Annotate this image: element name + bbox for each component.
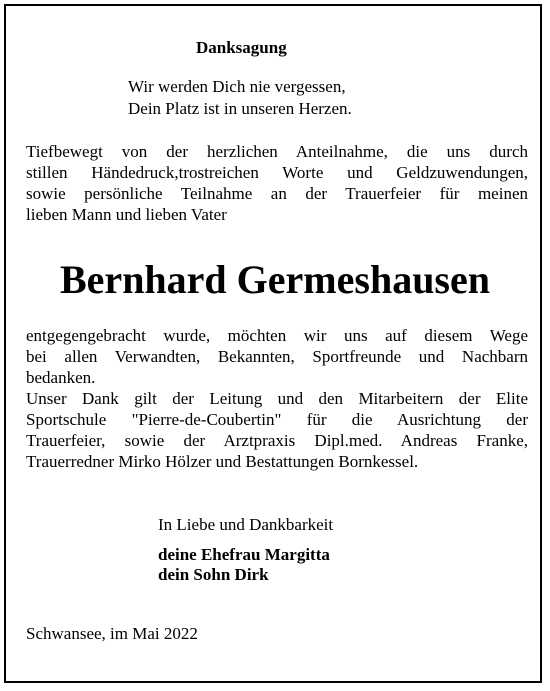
notice-heading: Danksagung (196, 38, 287, 57)
signers (158, 545, 330, 585)
deceased-name: Bernhard Germeshausen (60, 257, 490, 302)
verse-line: Dein Platz ist in unseren Herzen. (128, 99, 352, 118)
paragraph-line: entgegengebracht wurde, möchten wir uns auf diesem Wege (26, 326, 528, 345)
verse-line: Wir werden Dich nie vergessen, (128, 77, 346, 96)
paragraph-line: Sportschule "Pierre-de-Coubertin" für die Ausrichtung der (26, 410, 528, 429)
intro-paragraph (26, 141, 528, 225)
closing-phrase: In Liebe und Dankbarkeit (158, 515, 334, 534)
paragraph-line: Tiefbewegt von der herzlichen Anteilnahme, die uns durch (26, 142, 528, 161)
paragraph-line: Unser Dank gilt der Leitung und den Mitarbeitern der Elite (26, 389, 528, 408)
paragraph-line: stillen Händedruck,trostreichen Worte und Geldzuwendungen, (26, 163, 528, 182)
signer-line: dein Sohn Dirk (158, 565, 269, 584)
paragraph-line: sowie persönliche Teilnahme an der Trauerfeier für meinen (26, 184, 528, 203)
paragraph-line: Trauerfeier, sowie der Arztpraxis Dipl.med. Andreas Franke, (26, 431, 528, 450)
place-date: Schwansee, im Mai 2022 (26, 624, 198, 643)
memorial-verse (128, 76, 352, 120)
signer-line: deine Ehefrau Margitta (158, 545, 330, 564)
paragraph-line: bei allen Verwandten, Bekannten, Sportfreunde und Nachbarn (26, 347, 528, 366)
paragraph-line: lieben Mann und lieben Vater (26, 205, 227, 224)
paragraph-line: Trauerredner Mirko Hölzer und Bestattungen Bornkessel. (26, 452, 419, 471)
thanks-paragraph (26, 325, 528, 472)
paragraph-line: bedanken. (26, 368, 96, 387)
